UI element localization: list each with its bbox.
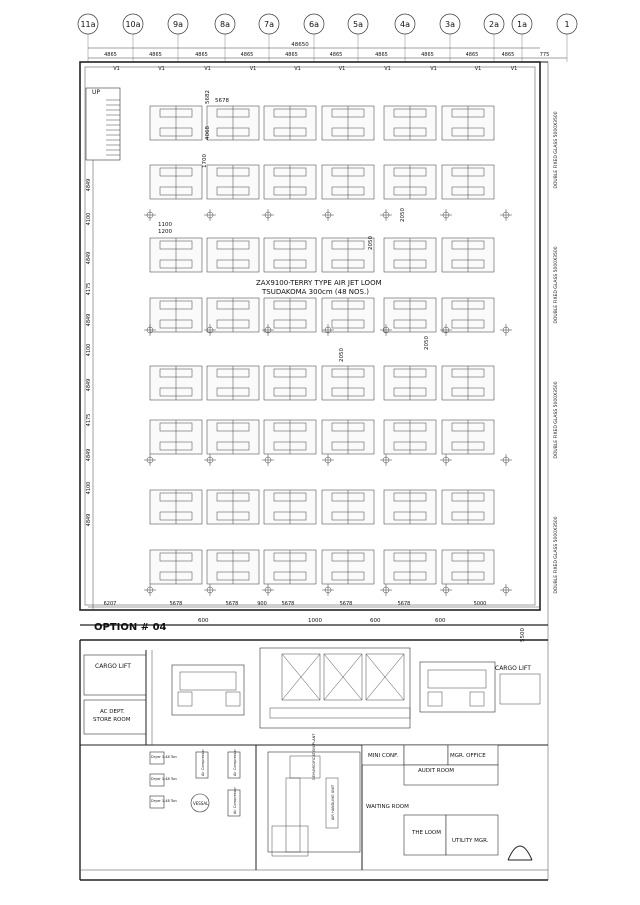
loom-machine <box>264 366 316 400</box>
grid-axis-label: 1a <box>517 20 527 29</box>
grid-axis-label: 3a <box>445 20 455 29</box>
dim-2050-b: 2050 <box>368 236 374 250</box>
loom-machine <box>322 106 374 140</box>
bottom-dimension: 5678 <box>169 601 183 607</box>
ahu-label: AIR HANDLING UNIT <box>331 784 335 820</box>
row-dimension: 4849 <box>86 313 92 327</box>
bay-dimension: 4865 <box>195 52 208 58</box>
dryer-3-label: Dryer 1.48 Ton <box>151 799 177 803</box>
dim-1700: 1700 <box>202 154 208 168</box>
loom-machine <box>150 238 202 272</box>
grid-axis-label: 11a <box>80 20 96 29</box>
dim-1100: 1100 <box>158 222 172 228</box>
bay-dimension: 4865 <box>421 52 434 58</box>
dehumidification-label: DEHUMIDIFICATION PLANT <box>312 733 316 780</box>
dim-5682: 5682 <box>205 90 211 104</box>
dim-600-c: 600 <box>435 618 446 624</box>
bay-dimension: 4865 <box>104 52 117 58</box>
cargo-lift-left-label: CARGO LIFT <box>95 663 131 670</box>
loom-machine <box>322 550 374 584</box>
row-dimension: 4849 <box>86 378 92 392</box>
loom-machine <box>150 366 202 400</box>
bottom-dimension: 5678 <box>339 601 353 607</box>
column-mark: V1 <box>338 66 346 72</box>
row-dimension: 4100 <box>86 343 92 357</box>
cargo-lift-right-label: CARGO LIFT <box>495 665 531 672</box>
grid-axis-label: 8a <box>220 20 230 29</box>
column-mark: V1 <box>158 66 165 72</box>
grid-axis-label: 10a <box>125 20 141 29</box>
loom-machine <box>322 298 374 332</box>
bottom-dimension: 5000 <box>473 601 487 607</box>
loom-machine <box>264 106 316 140</box>
loom-machine <box>150 420 202 454</box>
mgr-office-label: MGR. OFFICE <box>450 753 486 759</box>
dim-2050-c: 2050 <box>339 348 345 362</box>
dim-2050-d: 2050 <box>424 336 430 350</box>
loom-machine <box>207 165 259 199</box>
loom-machine <box>150 550 202 584</box>
central-plant <box>260 648 410 728</box>
audit-room-label: AUDIT ROOM <box>418 768 454 774</box>
column-mark: V1 <box>474 66 482 72</box>
loom-machine <box>207 238 259 272</box>
loom-machine <box>150 490 202 524</box>
dim-600-a: 600 <box>198 618 209 624</box>
loom-machine <box>442 298 494 332</box>
loom-machine <box>207 366 259 400</box>
column-mark: V1 <box>294 66 301 72</box>
grid-axis-label: 5a <box>353 20 363 29</box>
dim-1000: 1000 <box>308 618 322 624</box>
window-note-3: DOUBLE FIXED GLASS 5000X3500 <box>554 381 559 459</box>
bay-dimension: 4865 <box>501 52 515 58</box>
dim-5678: 5678 <box>215 98 229 104</box>
dim-5500: 5500 <box>520 628 526 642</box>
grid-axis-label: 9a <box>173 20 183 29</box>
row-dimension: 4849 <box>86 513 92 527</box>
column-mark: V1 <box>113 66 120 72</box>
top-dimension-chain <box>88 42 567 72</box>
window-notes <box>553 111 559 593</box>
bay-dimension: 4865 <box>285 52 298 58</box>
compressor-2-label: Air Compressor <box>233 749 237 776</box>
row-dimension: 4849 <box>86 448 92 462</box>
loom-label-line1: ZAX9100-TERRY TYPE AIR JET LOOM <box>256 279 382 287</box>
column-mark: V1 <box>204 66 211 72</box>
loom-machine <box>150 106 202 140</box>
bottom-dimension: 5678 <box>281 601 295 607</box>
vessel-label: VESSAL <box>193 801 209 806</box>
window-note-4: DOUBLE FIXED GLASS 5000X3500 <box>554 516 559 594</box>
bottom-dimension: 5678 <box>225 601 239 607</box>
loom-machine <box>322 490 374 524</box>
option-title: OPTION # 04 <box>94 622 167 633</box>
loom-machine <box>442 550 494 584</box>
grid-axis-label: 6a <box>309 20 319 29</box>
bottom-dimension: 5678 <box>397 601 411 607</box>
stair-up-label: UP <box>92 89 101 96</box>
bay-dimension: 4865 <box>329 52 343 58</box>
loom-machine <box>442 106 494 140</box>
bay-dimension: 4865 <box>149 52 162 58</box>
column-mark: V1 <box>384 66 391 72</box>
loom-machine <box>442 366 494 400</box>
window-note-1: DOUBLE FIXED GLASS 5000X3500 <box>554 111 559 189</box>
loom-machine <box>442 490 494 524</box>
loom-machine <box>384 165 436 199</box>
dryer-2-label: Dryer 1.48 Ton <box>151 777 177 781</box>
row-dimension: 4849 <box>86 251 92 265</box>
loom-machine <box>442 420 494 454</box>
loom-machine <box>150 165 202 199</box>
loom-machine <box>322 420 374 454</box>
ac-store-label-1: AC DEPT. <box>100 709 125 715</box>
compressor-3-label: Air Compressor <box>233 787 237 814</box>
loom-machine <box>207 420 259 454</box>
grid-axis-label: 4a <box>400 20 410 29</box>
loom-machine <box>207 550 259 584</box>
dim-4068: 4068 <box>205 126 211 140</box>
bottom-dimension: 6207 <box>103 601 117 607</box>
column-mark: V1 <box>510 66 518 72</box>
overall-dimension: 48650 <box>291 42 309 48</box>
staircase <box>86 88 120 160</box>
loom-machine <box>207 106 259 140</box>
row-dimension-chain <box>86 160 93 610</box>
grid-axis-label: 2a <box>489 20 499 29</box>
loom-machine <box>384 550 436 584</box>
loom-machine <box>384 298 436 332</box>
row-dimension: 4100 <box>86 212 92 226</box>
bay-dimension: 4865 <box>375 52 388 58</box>
mini-conf-label: MINI CONF. <box>368 753 399 759</box>
dim-600-b: 600 <box>370 618 381 624</box>
loom-machine <box>264 550 316 584</box>
loom-machine <box>384 420 436 454</box>
bay-dimension: 4865 <box>240 52 254 58</box>
row-dimension: 4175 <box>86 413 92 427</box>
loom-machine <box>264 298 316 332</box>
dryer-1-label: Dryer 1.48 Ton <box>151 755 177 759</box>
loom-machine <box>264 420 316 454</box>
bay-dimension: 775 <box>539 52 550 58</box>
row-dimension: 4849 <box>86 178 92 192</box>
loom-machine <box>322 366 374 400</box>
the-loom-label: THE LOOM <box>412 830 441 836</box>
row-dimension: 4175 <box>86 282 92 296</box>
bottom-dimension: 900 <box>257 601 267 607</box>
services-area <box>80 648 548 870</box>
loom-machine <box>264 490 316 524</box>
compressor-1-label: Air Compressor <box>201 749 205 776</box>
loom-machine <box>322 165 374 199</box>
loom-machine <box>322 238 374 272</box>
waiting-room-label: WAITING ROOM <box>366 804 409 810</box>
loom-machine <box>442 238 494 272</box>
utility-mgr-label: UTILITY MGR. <box>452 838 489 844</box>
window-note-2: DOUBLE FIXED GLASS 5000X3500 <box>554 246 559 324</box>
row-dimension: 4100 <box>86 481 92 495</box>
column-mark: V1 <box>249 66 257 72</box>
loom-machine <box>207 490 259 524</box>
loom-label <box>256 279 382 296</box>
loom-machine <box>264 165 316 199</box>
ac-store-label-2: STORE ROOM <box>93 717 131 723</box>
grid-axis-label: 7a <box>264 20 274 29</box>
loom-machine <box>384 366 436 400</box>
loom-machine <box>384 238 436 272</box>
bay-dimension: 4865 <box>465 52 479 58</box>
dim-1200: 1200 <box>158 229 172 235</box>
loom-label-line2: TSUDAKOMA 300cm (48 NOS.) <box>262 288 369 296</box>
loom-machine <box>384 106 436 140</box>
dim-2050-a: 2050 <box>400 208 406 222</box>
loom-machine <box>384 490 436 524</box>
loom-machine <box>150 298 202 332</box>
loom-machines <box>150 106 494 584</box>
loom-machine <box>264 238 316 272</box>
cargo-lift-left-room <box>84 655 146 695</box>
column-mark: V1 <box>430 66 437 72</box>
loom-machine <box>442 165 494 199</box>
grid-axis-label: 1 <box>564 20 570 29</box>
bottom-dimension-chain <box>88 601 540 607</box>
loom-machine <box>207 298 259 332</box>
